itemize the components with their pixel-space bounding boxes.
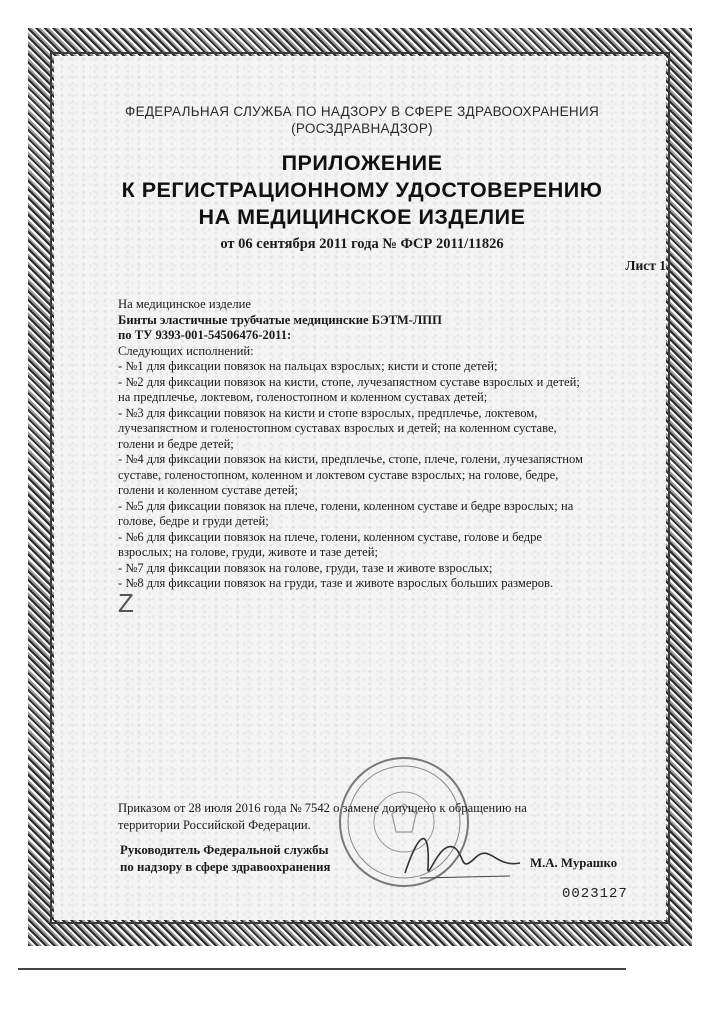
- order-line-2: территории Российской Федерации.: [118, 818, 311, 832]
- divider: [18, 968, 626, 970]
- variant-line: - №3 для фиксации повязок на кисти и стопе взрослых, предплечье, локтевом,: [118, 405, 538, 420]
- variant-line: суставе, голеностопном, коленном и локтевом суставе взрослых; на голове, бедре,: [118, 467, 559, 482]
- variant-line: взрослых; на голове, груди, животе и тазе детей;: [118, 545, 379, 559]
- variant-line: - №7 для фиксации повязок на голове, груди, тазе и животе взрослых;: [118, 560, 493, 575]
- variant-line: на предплечье, локтевом, голеностопном и коленном суставах детей;: [118, 390, 488, 404]
- document-subtitle-1: К РЕГИСТРАЦИОННОМУ УДОСТОВЕРЕНИЮ: [121, 178, 603, 202]
- sheet-number: Лист 1: [625, 258, 666, 273]
- variant-line: - №1 для фиксации повязок на пальцах взрослых; кисти и стопе детей;: [118, 359, 498, 373]
- document-subtitle-2: НА МЕДИЦИНСКОЕ ИЗДЕЛИЕ: [198, 205, 526, 229]
- intro-text: На медицинское изделие: [118, 297, 251, 311]
- variant-line: - №2 для фиксации повязок на кисти, стопе, лучезапястном суставе взрослых и детей;: [118, 374, 580, 389]
- product-spec: по ТУ 9393-001-54506476-2011:: [118, 328, 292, 342]
- signatory-name: М.А. Мурашко: [530, 856, 618, 870]
- variants-heading: Следующих исполнений:: [118, 343, 254, 358]
- variant-line: голове, бедре и груди детей;: [118, 514, 269, 528]
- agency-abbreviation: (РОСЗДРАВНАДЗОР): [291, 121, 433, 136]
- end-mark: Z: [118, 588, 134, 618]
- variant-line: - №4 для фиксации повязок на кисти, предплечье, стопе, плече, голени, лучезапястном: [118, 452, 583, 466]
- product-name: Бинты эластичные трубчатые медицинские БЭТМ-ЛПП: [118, 312, 442, 327]
- variant-line: - №6 для фиксации повязок на плече, голени, коленном суставе, голове и бедре: [118, 529, 543, 544]
- variant-line: - №5 для фиксации повязок на плече, голени, коленном суставе и бедре взрослых; на: [118, 498, 574, 513]
- variant-line: - №8 для фиксации повязок на груди, тазе и животе взрослых больших размеров.: [118, 576, 554, 590]
- signatory-title: [120, 842, 330, 876]
- serial-number: 0023127: [562, 886, 628, 902]
- document-body: [118, 297, 638, 592]
- signatory-title-line-1: Руководитель Федеральной службы: [120, 843, 329, 857]
- signatory-title-line-2: по надзору в сфере здравоохранения: [120, 860, 331, 874]
- variant-line: голени и коленном суставе детей;: [118, 483, 299, 497]
- variant-line: лучезапястном и голеностопном суставах взрослых и детей; на коленном суставе,: [118, 421, 557, 435]
- order-note: [118, 800, 578, 834]
- date-and-number: от 06 сентября 2011 года № ФСР 2011/11826: [220, 236, 504, 252]
- document-title: ПРИЛОЖЕНИЕ: [281, 151, 443, 175]
- variant-line: голени и бедре детей;: [118, 436, 234, 451]
- agency-name: ФЕДЕРАЛЬНАЯ СЛУЖБА ПО НАДЗОРУ В СФЕРЕ ЗДРАВООХРАНЕНИЯ: [125, 104, 599, 119]
- order-line-1: Приказом от 28 июля 2016 года № 7542 о замене допущено к обращению на: [118, 801, 527, 815]
